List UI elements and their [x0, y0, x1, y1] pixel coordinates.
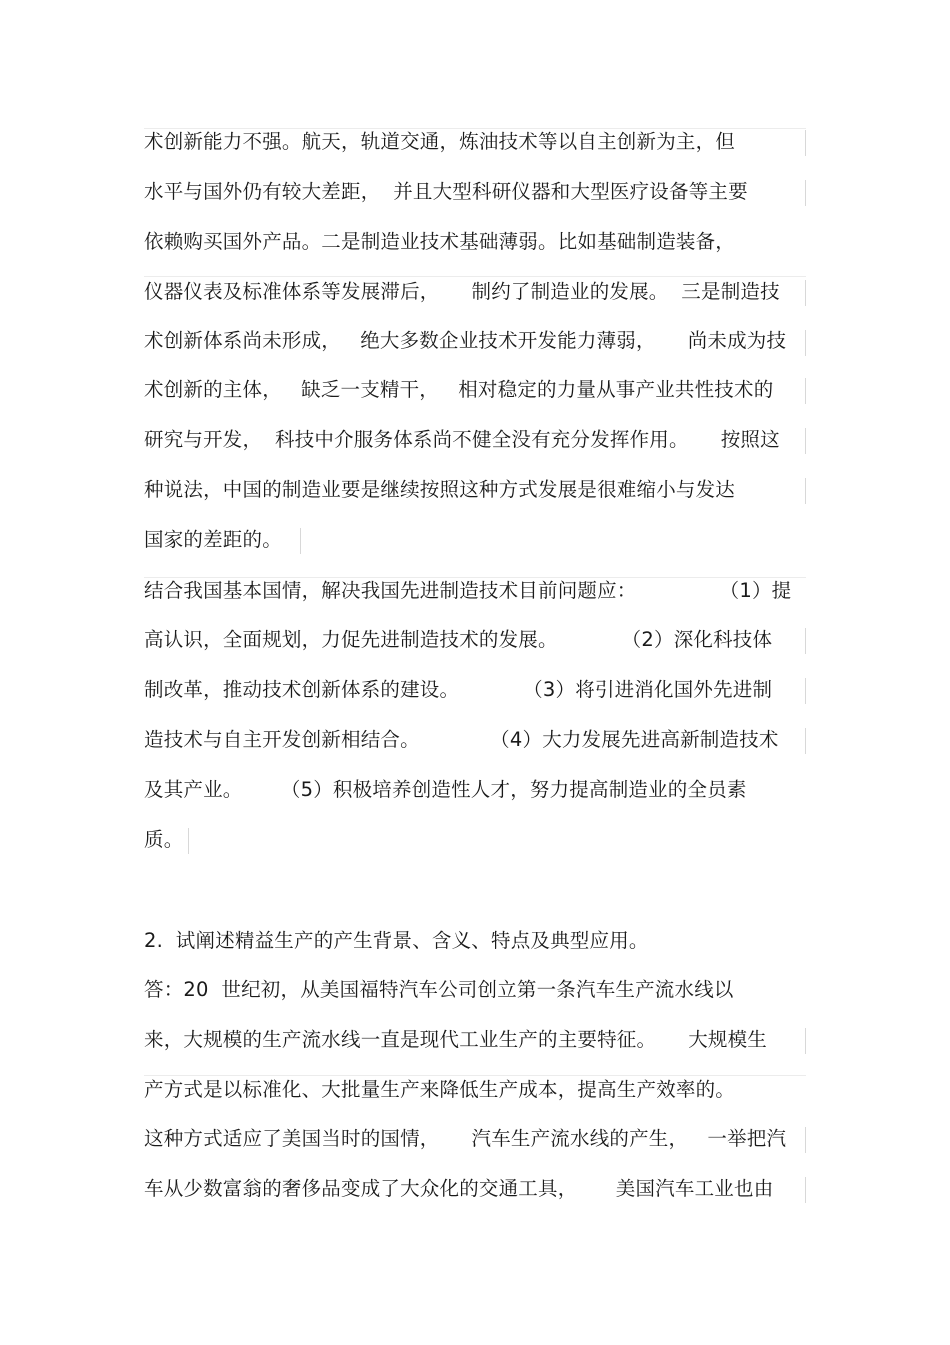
vertical-rule	[805, 1127, 806, 1153]
vertical-rule	[805, 678, 806, 704]
paragraph-line: 造技术与自主开发创新相结合。 （4）大力发展先进高新制造技术	[144, 728, 779, 751]
answer-line: 产方式是以标准化、大批量生产来降低生产成本，提高生产效率的。	[144, 1078, 736, 1101]
question-heading: 2. 试阐述精益生产的产生背景、含义、特点及典型应用。	[144, 929, 649, 952]
paragraph-line: 结合我国基本国情，解决我国先进制造技术目前问题应： （1）提	[144, 579, 792, 602]
horizontal-rule	[144, 276, 806, 277]
vertical-rule	[805, 428, 806, 454]
paragraph-line: 水平与国外仍有较大差距， 并且大型科研仪器和大型医疗设备等主要	[144, 180, 748, 203]
paragraph-line: 术创新能力不强。航天，轨道交通，炼油技术等以自主创新为主，但	[144, 130, 736, 153]
paragraph-line: 术创新的主体， 缺乏一支精干， 相对稳定的力量从事产业共性技术的	[144, 378, 774, 401]
vertical-rule	[805, 628, 806, 654]
answer-line: 来，大规模的生产流水线一直是现代工业生产的主要特征。 大规模生	[144, 1028, 767, 1051]
vertical-rule	[805, 378, 806, 404]
answer-line: 答：20 世纪初，从美国福特汽车公司创立第一条汽车生产流水线以	[144, 978, 734, 1001]
vertical-rule	[805, 280, 806, 306]
vertical-rule	[805, 1177, 806, 1203]
vertical-rule	[805, 1028, 806, 1054]
vertical-rule	[805, 130, 806, 156]
paragraph-line: 制改革，推动技术创新体系的建设。 （3）将引进消化国外先进制	[144, 678, 773, 701]
paragraph-line: 仪器仪表及标准体系等发展滞后， 制约了制造业的发展。 三是制造技	[144, 280, 780, 303]
answer-line: 车从少数富翁的奢侈品变成了大众化的交通工具， 美国汽车工业也由	[144, 1177, 774, 1200]
vertical-rule	[300, 528, 301, 554]
answer-line: 这种方式适应了美国当时的国情， 汽车生产流水线的产生， 一举把汽	[144, 1127, 787, 1150]
paragraph-line: 种说法，中国的制造业要是继续按照这种方式发展是很难缩小与发达	[144, 478, 736, 501]
horizontal-rule	[144, 1075, 806, 1076]
paragraph-line: 高认识，全面规划，力促先进制造技术的发展。 （2）深化科技体	[144, 628, 773, 651]
vertical-rule	[805, 180, 806, 206]
vertical-rule	[805, 478, 806, 504]
vertical-rule	[805, 728, 806, 754]
paragraph-line: 术创新体系尚未形成， 绝大多数企业技术开发能力薄弱， 尚未成为技	[144, 329, 787, 352]
paragraph-line: 国家的差距的。	[144, 528, 282, 551]
paragraph-line: 质。	[144, 828, 184, 851]
paragraph-line: 及其产业。 （5）积极培养创造性人才，努力提高制造业的全员素	[144, 778, 747, 801]
vertical-rule	[188, 828, 189, 854]
paragraph-line: 研究与开发， 科技中介服务体系尚不健全没有充分发挥作用。 按照这	[144, 428, 780, 451]
vertical-rule	[805, 330, 806, 356]
paragraph-line: 依赖购买国外产品。二是制造业技术基础薄弱。比如基础制造装备，	[144, 230, 736, 253]
